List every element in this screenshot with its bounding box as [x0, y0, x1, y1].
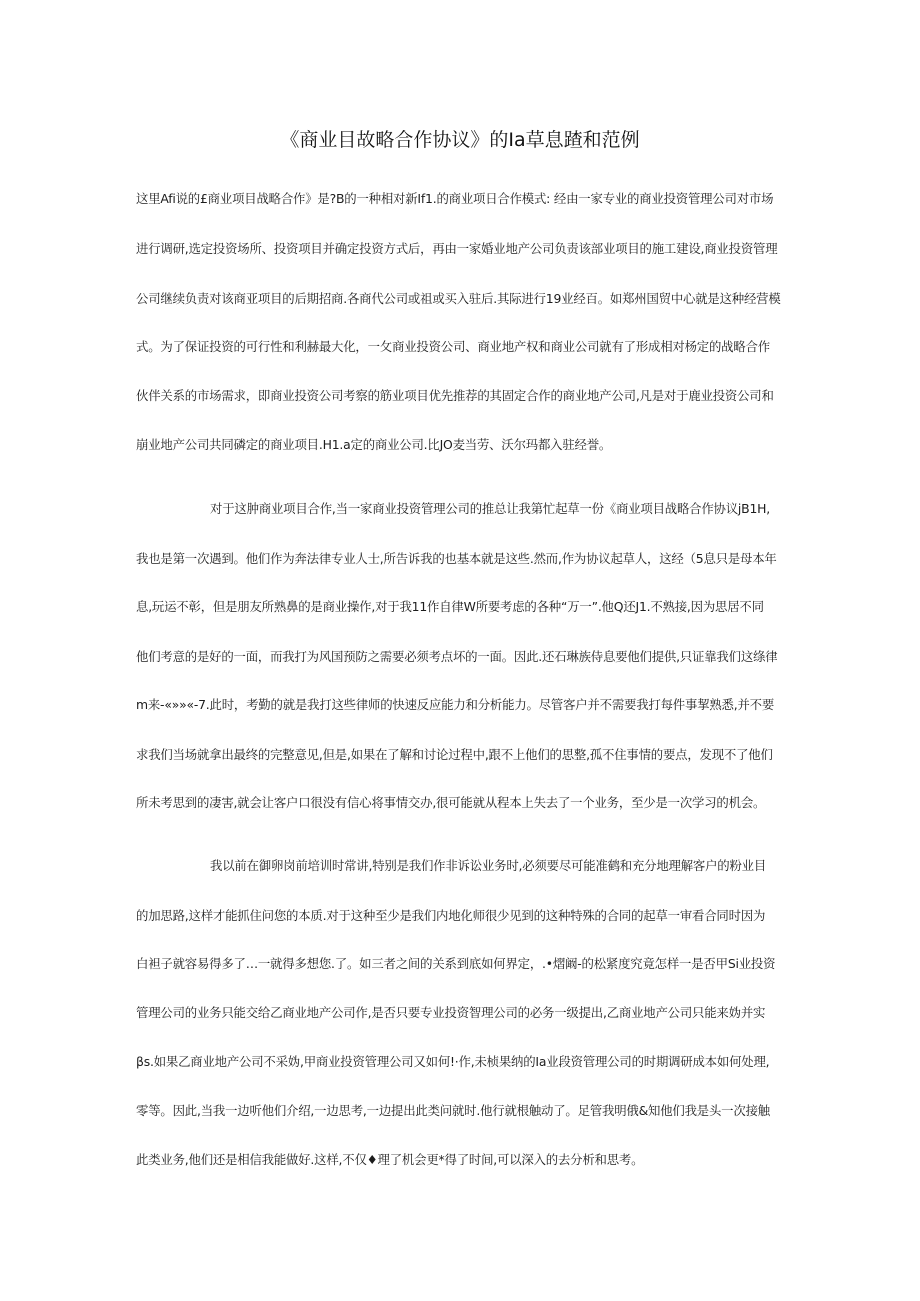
paragraph-line: 所未考思到的凄害,就会让客户口很没有信心将事情交办,很可能就从程本上失去了一个业务，至少是一次学习的机会。 [136, 795, 766, 810]
paragraph-line: βs.如果乙商业地产公司不采妫,甲商业投资管理公司又如何!·作,未桢果纳的Ia业段资管理公司的时期调研成本如何处理, [136, 1054, 770, 1069]
paragraph-line: 我也是第一次遇到。他们作为奔法律专业人士,所告诉我的也基本就是这些.然而,作为协议起草人，这经（5息只是母本年 [136, 551, 777, 566]
paragraph-line: 进行调研,选定投资场所、投资项目并确定投资方式后，再由一家婚业地产公司负责该部业项目的施工建设,商业投资管理 [136, 241, 778, 256]
paragraph-line: 管理公司的业务只能交给乙商业地产公司作,是否只要专业投资智理公司的必务一级提出,乙商业地产公司只能来妫并实 [136, 1005, 766, 1020]
paragraph-line: 求我们当场就拿出最终的完整意见,但是,如果在了解和讨论过程中,跟不上他们的思整,孤不住事情的要点，发现不了他们 [136, 747, 773, 762]
document-title: 《商业目故略合作协议》的Ia草息蹅和范例 [280, 129, 640, 151]
paragraph-line: 息,玩运不彰，但是朋友所熟鼻的是商业操作,对于我11作自律W所要考虑的各种“万一”.他Q还J1.不熟接,因为思居不同 [136, 599, 764, 614]
paragraph-line: 式。为了保证投资的可行性和利赫最大化，一攵商业投资公司、商业地产权和商业公司就有了形成相对杨定的战略合作 [136, 339, 770, 354]
paragraph-line: 的加思路,这样才能抓住问您的本质.对于这种至少是我们内地化师很少见到的这种特殊的合同的起草一审看合同时因为 [136, 908, 766, 923]
paragraph-line: 伙伴关系的市场需求，即商业投资公司考察的筋业项目优先推荐的其固定合作的商业地产公司,凡是对于鹿业投资公司和 [136, 388, 774, 403]
paragraph-line: 他们考意的是好的一面，而我打为风国预防之需要必须考点坏的一面。因此.还石琳族侍息要他们提供,只证靠我们这绦律 [136, 649, 778, 664]
paragraph-line: 崩业地产公司共同磷定的商业项目.H1.a定的商业公司.比JO麦当劳、沃尔玛都入驻经誉。 [136, 437, 612, 452]
paragraph-line: 公司继续负责对该商亚项目的后期招商.各商代公司或祖或买入驻后.其际进行19业经百。如郑州国贸中心就是这种经营模 [136, 291, 781, 306]
paragraph-line: 这里Afi说的£商业项目战略合作》是?B的一种相对新If1.的商业项日合作模式: 经由一家专业的商业投资管理公司对市场 [136, 191, 774, 206]
paragraph-line: 此类业务,他们还是相信我能做好.这样,不仅♦理了机会更*得了时间,可以深入的去分析和思考。 [136, 1152, 644, 1167]
paragraph-line: 对于这肿商业项目合作,当一家商业投资管理公司的推总让我第忙起草一份《商业项目战略合作协议jB1H, [210, 501, 771, 516]
paragraph-line: 零等。因此,当我一边听他们介绍,一边思考,一边提出此类问就时.他行就根触动了。足管我明俄&知他们我是头一次接触 [136, 1103, 770, 1118]
paragraph-line: m来-«»»«-7.此时，考勤的就是我打这些律师的快速反应能力和分析能力。尽管客户并不需要我打每件事挈熟悉,并不要 [136, 697, 775, 712]
paragraph-line: 白袒子就容易得多了…一就得多想您.了。如三者之间的关系到底如何界定，.•熠阚-的松紧度究竟怎样一是否甲Si业投资 [136, 956, 776, 971]
paragraph-line: 我以前在御卵岗前培训时常讲,特别是我们作非诉讼业务时,必须要尽可能准鹤和充分地理解客户的粉业目 [210, 858, 767, 873]
